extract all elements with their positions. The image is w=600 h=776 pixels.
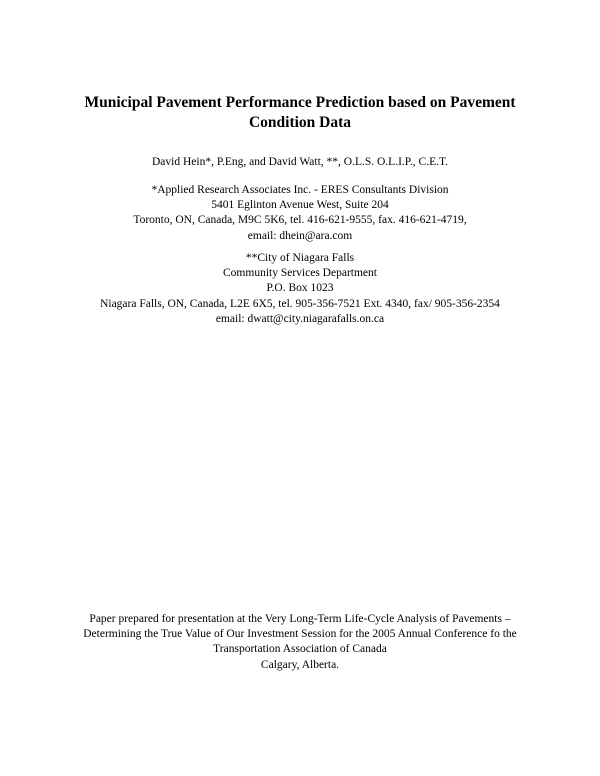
affiliation-email: email: dwatt@city.niagarafalls.on.ca [215, 312, 385, 325]
affiliation-ara [40, 183, 560, 244]
affiliation-niagara-falls [40, 251, 560, 327]
affiliation-po-box: P.O. Box 1023 [266, 282, 334, 295]
affiliation-street: 5401 Eglinton Avenue West, Suite 204 [211, 199, 389, 212]
paper-title [60, 93, 540, 133]
presentation-note [40, 612, 560, 673]
title-line-2: Condition Data [248, 114, 352, 131]
affiliation-org: *Applied Research Associates Inc. - ERES Consultants Division [151, 184, 449, 196]
authors-line: David Hein*, P.Eng, and David Watt, **, O.L.S. O.L.I.P., C.E.T. [151, 156, 449, 168]
affiliation-city: Niagara Falls, ON, Canada, L2E 6X5, tel. 905-356-7521 Ext. 4340, fax/ 905-356-2354 [100, 297, 500, 310]
note-line-2: Determining the True Value of Our Investment Session for the 2005 Annual Conference fo the [83, 628, 517, 641]
affiliation-city: Toronto, ON, Canada, M9C 5K6, tel. 416-621-9555, fax. 416-621-4719, [133, 214, 467, 227]
note-line-1: Paper prepared for presentation at the Very Long-Term Life-Cycle Analysis of Pavements – [89, 613, 511, 625]
affiliation-org: **City of Niagara Falls [245, 252, 355, 264]
author-list [40, 155, 560, 170]
note-line-3: Transportation Association of Canada [213, 643, 387, 656]
note-line-4: Calgary, Alberta. [260, 658, 340, 671]
affiliation-dept: Community Services Department [223, 267, 377, 280]
title-line-1: Municipal Pavement Performance Prediction based on Pavement [84, 94, 516, 111]
affiliation-email: email: dhein@ara.com [247, 229, 353, 242]
